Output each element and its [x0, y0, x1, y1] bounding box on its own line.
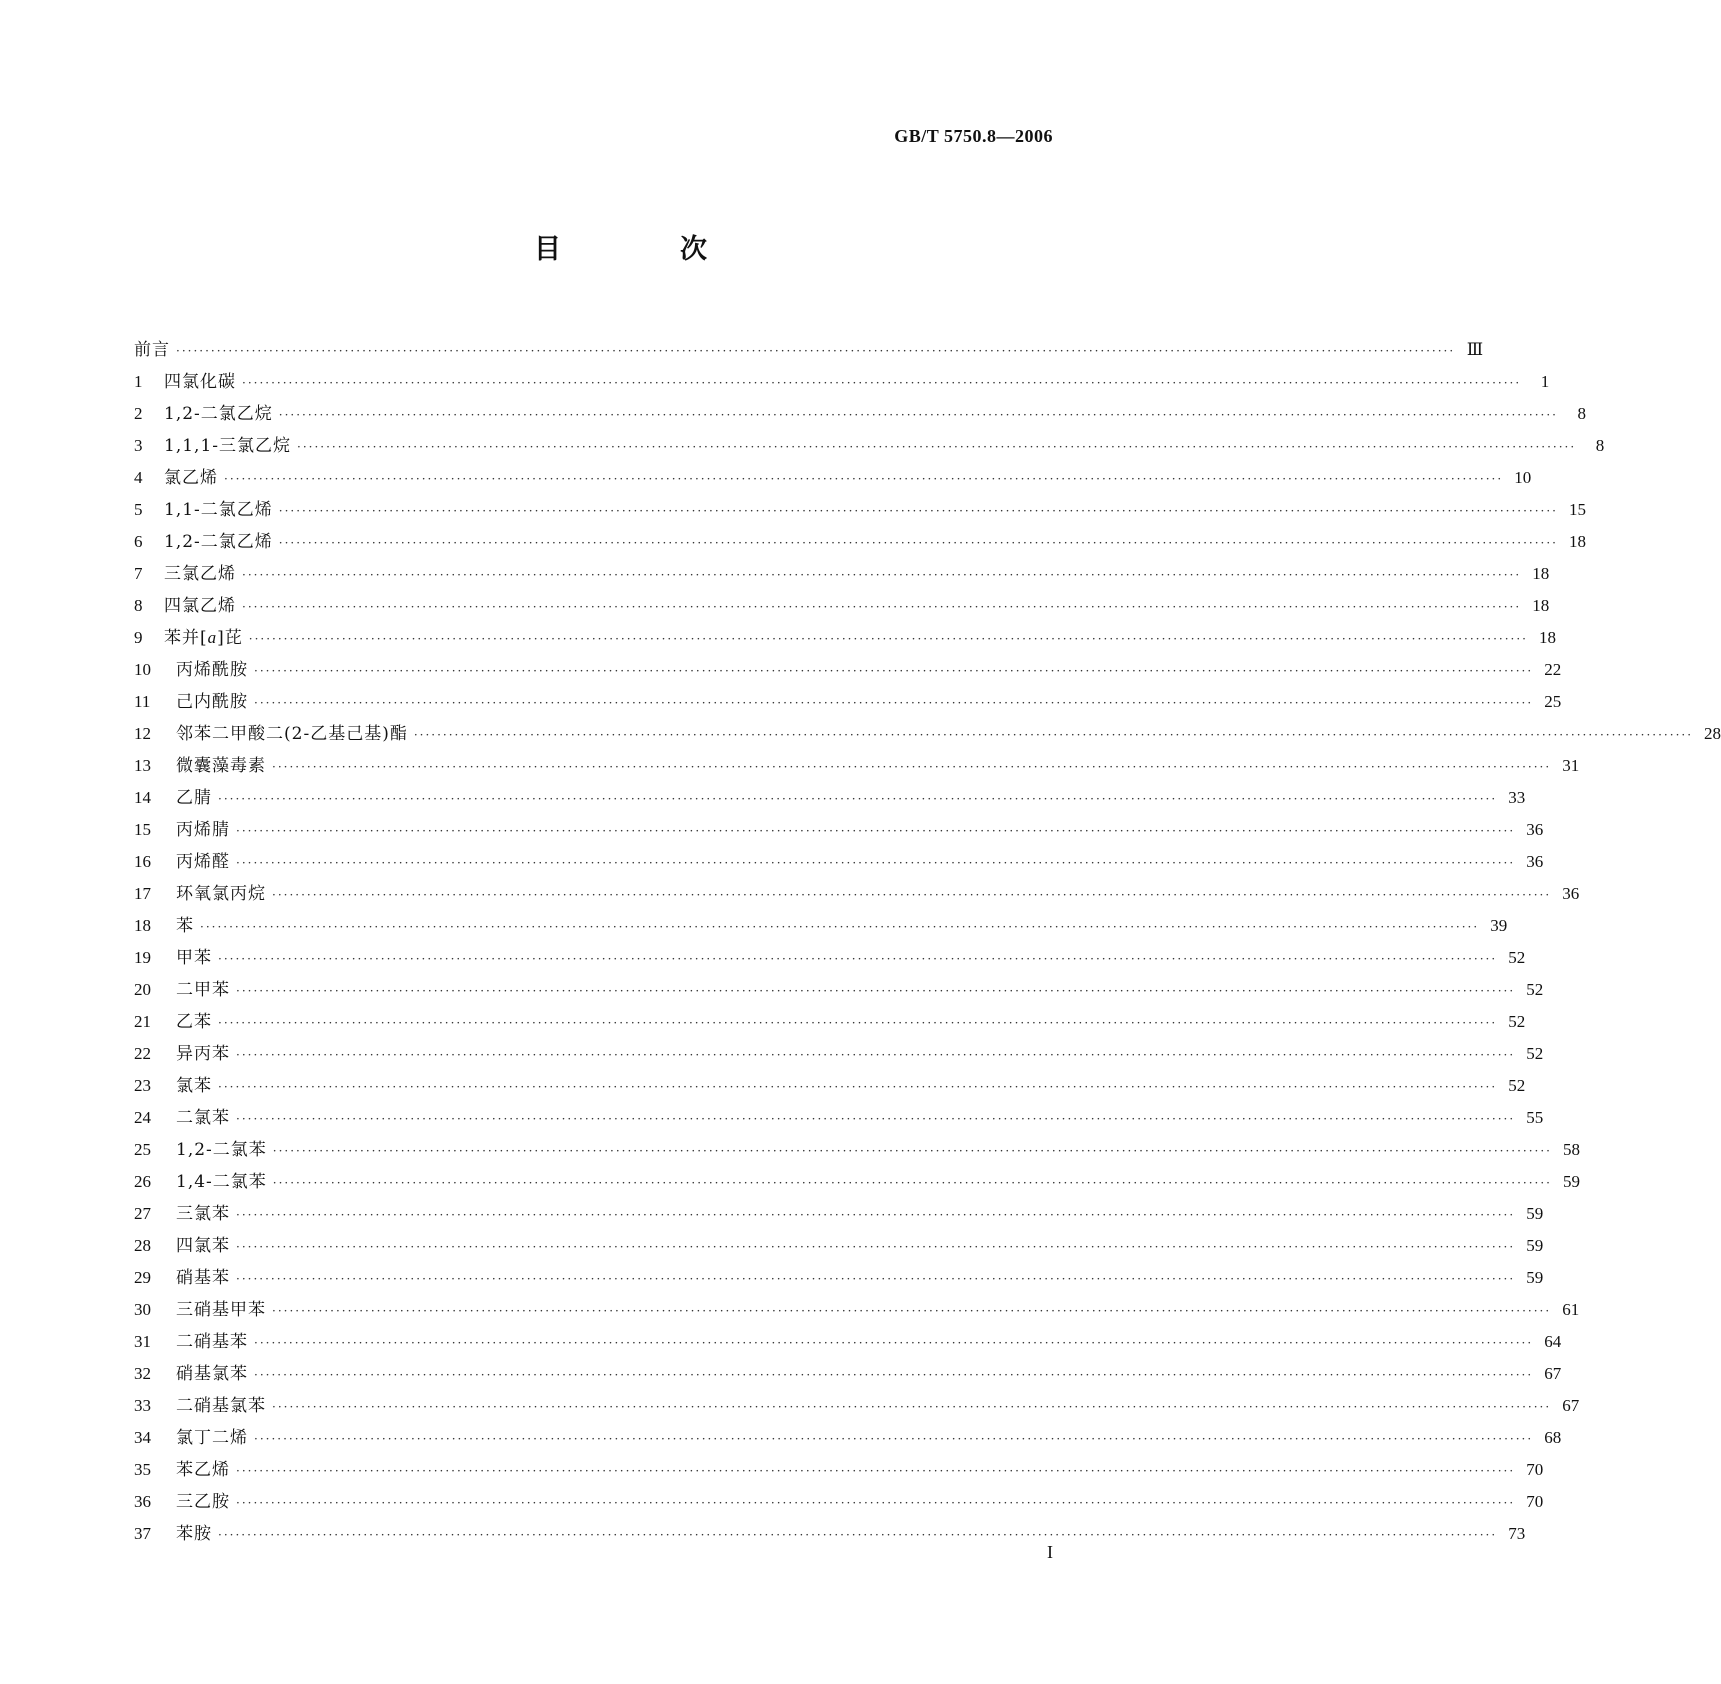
toc-entry-page: 67 — [1544, 1364, 1562, 1383]
toc-entry[interactable] — [134, 942, 1526, 974]
toc-entry-page: 70 — [1526, 1492, 1544, 1511]
toc-entry-label: 硝基氯苯 — [176, 1364, 248, 1384]
toc-entry-number: 13 — [134, 756, 151, 775]
toc-entry-label: 硝基苯 — [176, 1268, 230, 1288]
toc-leader-dots: ···························································································································································································································· — [242, 600, 1522, 614]
toc-leader-dots: ···························································································································································································································· — [236, 1240, 1516, 1254]
toc-entry-number: 29 — [134, 1268, 151, 1287]
toc-entry-label: 丙烯腈 — [176, 820, 230, 840]
toc-leader-dots: ···························································································································································································································· — [272, 760, 1552, 774]
toc-entry-page: 1 — [1540, 372, 1550, 391]
toc-entry[interactable] — [134, 1166, 1580, 1198]
toc-leader-dots: ···························································································································································································································· — [254, 696, 1534, 710]
toc-leader-dots: ···························································································································································································································· — [272, 1400, 1552, 1414]
toc-entry-number: 24 — [134, 1108, 151, 1127]
toc-entry-label: 四氯化碳 — [164, 372, 236, 392]
toc-entry-number: 35 — [134, 1460, 151, 1479]
toc-entry-number: 2 — [134, 404, 143, 423]
toc-entry[interactable] — [134, 366, 1550, 398]
toc-entry-label: 己内酰胺 — [176, 692, 248, 712]
toc-entry-number: 16 — [134, 852, 151, 871]
toc-entry-label: 二甲苯 — [176, 980, 230, 1000]
toc-leader-dots: ···························································································································································································································· — [236, 984, 1516, 998]
toc-entry[interactable] — [134, 878, 1580, 910]
toc-entry-label: 二硝基氯苯 — [176, 1396, 266, 1416]
toc-entry[interactable] — [134, 782, 1526, 814]
toc-entry-label: 丙烯醛 — [176, 852, 230, 872]
toc-entry-number: 9 — [134, 628, 143, 647]
toc-entry-page: 15 — [1568, 500, 1586, 519]
toc-leader-dots: ···························································································································································································································· — [242, 376, 1522, 390]
toc-entry-label: 乙苯 — [176, 1012, 212, 1032]
toc-leader-dots: ···························································································································································································································· — [236, 1272, 1516, 1286]
toc-leader-dots: ···························································································································································································································· — [176, 344, 1456, 358]
toc-leader-dots: ···························································································································································································································· — [272, 1304, 1552, 1318]
toc-entry[interactable] — [134, 622, 1556, 654]
toc-leader-dots: ···························································································································································································································· — [254, 664, 1534, 678]
toc-entry-page: 55 — [1526, 1108, 1544, 1127]
toc-entry-label: 1,4-二氯苯 — [176, 1172, 267, 1192]
toc-entry-number: 4 — [134, 468, 143, 487]
toc-entry-number: 14 — [134, 788, 151, 807]
toc-entry-page: 36 — [1526, 820, 1544, 839]
toc-leader-dots: ···························································································································································································································· — [248, 632, 1528, 646]
toc-entry-label: 乙腈 — [176, 788, 212, 808]
toc-entry-page: 52 — [1508, 1076, 1526, 1095]
toc-leader-dots: ···························································································································································································································· — [254, 1336, 1534, 1350]
toc-entry-label: 微囊藻毒素 — [176, 756, 266, 776]
toc-entry[interactable] — [134, 1390, 1580, 1422]
toc-entry-page: 52 — [1526, 980, 1544, 999]
toc-entry-number: 19 — [134, 948, 151, 967]
toc-leader-dots: ···························································································································································································································· — [218, 792, 1498, 806]
toc-entry-label: 三氯乙烯 — [164, 564, 236, 584]
standard-code: GB/T 5750.8—2006 — [894, 126, 1053, 146]
toc-entry-label: 苯乙烯 — [176, 1460, 230, 1480]
toc-entry[interactable] — [134, 1518, 1526, 1550]
toc-entry-page: 39 — [1490, 916, 1508, 935]
toc-leader-dots: ···························································································································································································································· — [242, 568, 1522, 582]
toc-entry[interactable] — [134, 974, 1544, 1006]
toc-entry-number: 8 — [134, 596, 143, 615]
toc-entry[interactable] — [134, 1454, 1544, 1486]
toc-entry-number: 7 — [134, 564, 143, 583]
toc-entry-number: 15 — [134, 820, 151, 839]
toc-entry-label: 四氯乙烯 — [164, 596, 236, 616]
toc-entry[interactable] — [134, 654, 1562, 686]
toc-leader-dots: ···························································································································································································································· — [272, 1176, 1552, 1190]
toc-leader-dots: ···························································································································································································································· — [236, 856, 1516, 870]
toc-entry[interactable] — [134, 494, 1586, 526]
toc-entry[interactable] — [134, 1486, 1544, 1518]
toc-entry-label: 丙烯酰胺 — [176, 660, 248, 680]
toc-entry-page: 58 — [1562, 1140, 1580, 1159]
toc-entry-page: 28 — [1704, 724, 1721, 743]
toc-entry[interactable] — [134, 1422, 1562, 1454]
toc-entry-page: 59 — [1562, 1172, 1580, 1191]
toc-entry-page: 36 — [1526, 852, 1544, 871]
toc-leader-dots: ···························································································································································································································· — [218, 952, 1498, 966]
toc-entry-label: 1,2-二氯乙烷 — [164, 404, 273, 424]
toc-entry-page: 59 — [1526, 1268, 1544, 1287]
toc-entry-page: 61 — [1562, 1300, 1580, 1319]
toc-entry-label: 苯并[a]芘 — [164, 628, 243, 648]
toc-leader-dots: ···························································································································································································································· — [254, 1368, 1534, 1382]
toc-entry-page: 8 — [1577, 404, 1586, 423]
toc-entry-page: Ⅲ — [1466, 340, 1484, 359]
toc-entry-number: 37 — [134, 1524, 151, 1543]
toc-leader-dots: ···························································································································································································································· — [236, 1208, 1516, 1222]
toc-entry-label: 环氧氯丙烷 — [176, 884, 266, 904]
toc-entry[interactable] — [134, 1294, 1580, 1326]
toc-leader-dots: ···························································································································································································································· — [278, 536, 1558, 550]
toc-entry-label: 三硝基甲苯 — [176, 1300, 266, 1320]
toc-entry-page: 70 — [1526, 1460, 1544, 1479]
toc-leader-dots: ···························································································································································································································· — [218, 1016, 1498, 1030]
toc-leader-dots: ···························································································································································································································· — [236, 1048, 1516, 1062]
toc-entry-page: 33 — [1508, 788, 1526, 807]
toc-entry-number: 23 — [134, 1076, 151, 1095]
toc-leader-dots: ···························································································································································································································· — [278, 408, 1558, 422]
toc-entry[interactable] — [134, 814, 1544, 846]
toc-entry-page: 22 — [1544, 660, 1562, 679]
toc-entry-number: 20 — [134, 980, 151, 999]
toc-entry-label: 二氯苯 — [176, 1108, 230, 1128]
toc-entry-page: 36 — [1562, 884, 1580, 903]
toc-entry-label: 邻苯二甲酸二(2-乙基己基)酯 — [176, 724, 408, 744]
toc-entry[interactable] — [134, 1134, 1580, 1166]
toc-leader-dots: ···························································································································································································································· — [413, 728, 1694, 742]
toc-entry[interactable] — [134, 558, 1550, 590]
toc-entry-number: 28 — [134, 1236, 151, 1255]
toc-entry-number: 10 — [134, 660, 151, 679]
toc-entry-label: 1,1-二氯乙烯 — [164, 500, 273, 520]
toc-entry-page: 52 — [1508, 1012, 1526, 1031]
toc-entry-label: 苯胺 — [176, 1524, 212, 1544]
toc-leader-dots: ···························································································································································································································· — [278, 504, 1558, 518]
toc-entry[interactable] — [134, 1198, 1544, 1230]
toc-entry[interactable] — [134, 686, 1562, 718]
toc-entry-label: 甲苯 — [176, 948, 212, 968]
toc-title: 目 次 — [534, 234, 753, 265]
toc-entry[interactable] — [134, 334, 1484, 366]
toc-entry[interactable] — [134, 1326, 1562, 1358]
toc-leader-dots: ···························································································································································································································· — [218, 1080, 1498, 1094]
toc-entry-page: 18 — [1532, 596, 1550, 615]
toc-leader-dots: ···························································································································································································································· — [218, 1528, 1498, 1542]
toc-entry-page: 18 — [1568, 532, 1586, 551]
toc-entry[interactable] — [134, 1070, 1526, 1102]
toc-entry-number: 31 — [134, 1332, 151, 1351]
toc-entry-page: 18 — [1532, 564, 1550, 583]
toc-entry-label: 二硝基苯 — [176, 1332, 248, 1352]
toc-entry-label: 前言 — [134, 340, 170, 360]
toc-entry[interactable] — [134, 1102, 1544, 1134]
toc-leader-dots: ···························································································································································································································· — [224, 472, 1504, 486]
toc-entry-label: 异丙苯 — [176, 1044, 230, 1064]
toc-leader-dots: ···························································································································································································································· — [272, 888, 1552, 902]
toc-leader-dots: ···························································································································································································································· — [236, 1112, 1516, 1126]
toc-entry-label: 氯乙烯 — [164, 468, 218, 488]
toc-entry-number: 30 — [134, 1300, 151, 1319]
toc-leader-dots: ···························································································································································································································· — [272, 1144, 1552, 1158]
toc-entry-number: 3 — [134, 436, 143, 455]
toc-entry-number: 11 — [134, 692, 151, 711]
toc-entry-label: 四氯苯 — [176, 1236, 230, 1256]
toc-entry[interactable] — [134, 1038, 1544, 1070]
toc-entry-number: 26 — [134, 1172, 151, 1191]
toc-entry-page: 73 — [1508, 1524, 1526, 1543]
toc-entry[interactable] — [134, 910, 1508, 942]
toc-entry-label: 三乙胺 — [176, 1492, 230, 1512]
toc-entry-label: 1,2-二氯苯 — [176, 1140, 267, 1160]
toc-entry[interactable] — [134, 1230, 1544, 1262]
toc-entry[interactable] — [134, 590, 1550, 622]
toc-entry[interactable] — [134, 462, 1532, 494]
toc-leader-dots: ···························································································································································································································· — [236, 824, 1516, 838]
table-of-contents — [134, 334, 1721, 1550]
toc-entry-page: 59 — [1526, 1236, 1544, 1255]
toc-entry-page: 52 — [1526, 1044, 1544, 1063]
toc-entry-label: 三氯苯 — [176, 1204, 230, 1224]
toc-leader-dots: ···························································································································································································································· — [254, 1432, 1534, 1446]
toc-entry-number: 34 — [134, 1428, 151, 1447]
toc-entry-number: 22 — [134, 1044, 151, 1063]
toc-entry[interactable] — [134, 398, 1586, 430]
toc-entry-number: 12 — [134, 724, 151, 743]
toc-entry-label: 氯苯 — [176, 1076, 212, 1096]
toc-entry-page: 52 — [1508, 948, 1526, 967]
toc-entry-number: 18 — [134, 916, 151, 935]
toc-entry[interactable] — [134, 526, 1586, 558]
toc-entry-page: 31 — [1562, 756, 1580, 775]
toc-entry-number: 27 — [134, 1204, 151, 1223]
toc-entry-number: 33 — [134, 1396, 151, 1415]
toc-entry[interactable] — [134, 1358, 1562, 1390]
toc-leader-dots: ···························································································································································································································· — [297, 440, 1577, 454]
page-number: I — [1047, 1542, 1053, 1562]
toc-entry-number: 1 — [134, 372, 143, 391]
toc-leader-dots: ···························································································································································································································· — [236, 1496, 1516, 1510]
toc-entry[interactable] — [134, 430, 1605, 462]
toc-entry-number: 6 — [134, 532, 143, 551]
toc-entry-label: 1,2-二氯乙烯 — [164, 532, 273, 552]
toc-entry-label: 1,1,1-三氯乙烷 — [164, 436, 291, 456]
toc-entry[interactable] — [134, 750, 1580, 782]
toc-entry-number: 36 — [134, 1492, 151, 1511]
toc-entry-page: 59 — [1526, 1204, 1544, 1223]
toc-entry-number: 17 — [134, 884, 151, 903]
toc-entry-page: 64 — [1544, 1332, 1562, 1351]
toc-entry[interactable] — [134, 718, 1721, 750]
toc-entry-page: 25 — [1544, 692, 1562, 711]
toc-entry-page: 18 — [1538, 628, 1556, 647]
toc-entry[interactable] — [134, 1006, 1526, 1038]
toc-entry-label: 氯丁二烯 — [176, 1428, 248, 1448]
toc-entry-page: 8 — [1595, 436, 1605, 455]
toc-entry-page: 10 — [1514, 468, 1532, 487]
toc-entry-number: 21 — [134, 1012, 151, 1031]
toc-entry-page: 67 — [1562, 1396, 1580, 1415]
toc-leader-dots: ···························································································································································································································· — [236, 1464, 1516, 1478]
toc-entry-number: 32 — [134, 1364, 151, 1383]
toc-entry-number: 25 — [134, 1140, 151, 1159]
toc-entry[interactable] — [134, 1262, 1544, 1294]
toc-entry-label: 苯 — [176, 916, 194, 936]
toc-entry[interactable] — [134, 846, 1544, 878]
toc-entry-number: 5 — [134, 500, 143, 519]
toc-entry-page: 68 — [1544, 1428, 1562, 1447]
toc-leader-dots: ···························································································································································································································· — [200, 920, 1480, 934]
